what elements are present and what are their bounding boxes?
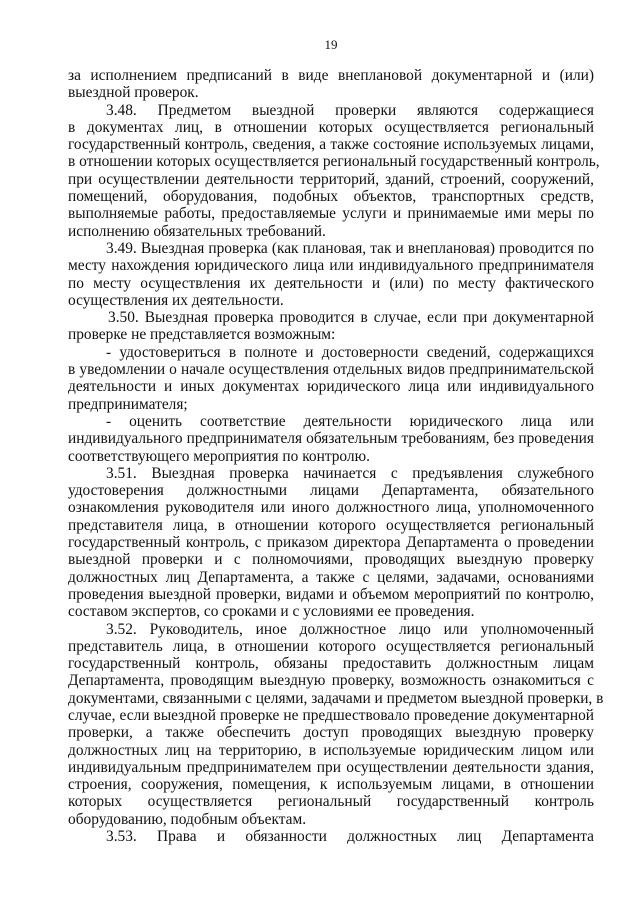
text-line: Департамента, проводящим выездную проверку, возможность ознакомиться с	[68, 672, 594, 690]
text-line: деятельности и иных документах юридического лица или индивидуального	[68, 378, 594, 396]
paragraph-3-52	[68, 620, 604, 829]
text-line: при осуществлении деятельности территорий, зданий, строений, сооружений,	[68, 170, 594, 188]
text-line: случае, если выездной проверке не предшествовало проведение документарной	[68, 706, 594, 724]
text-line: - оценить соответствие деятельности юридического лица или	[106, 412, 594, 430]
text-line: в отношении которых осуществляется региональный государственный контроль,	[68, 153, 600, 171]
text-line: удостоверения должностными лицами Департамента, обязательного	[68, 482, 594, 500]
paragraph-3-48	[68, 101, 600, 240]
text-line: составом экспертов, со сроками и с условиями ее проведения.	[68, 603, 475, 621]
text-line: осуществления их деятельности.	[68, 291, 284, 309]
page-number: 19	[324, 37, 338, 52]
paragraph-continuation	[68, 67, 594, 102]
text-line: проверке не представляется возможным:	[68, 326, 336, 344]
text-line: проверки, а также обеспечить доступ проводящих выездную проверку	[68, 724, 594, 742]
text-line: месту нахождения юридического лица или индивидуального предпринимателя	[68, 257, 594, 275]
text-line: в уведомлении о начале осуществления отдельных видов предпринимательской	[68, 361, 594, 379]
paragraph-3-50	[68, 309, 594, 344]
text-line: предпринимателя;	[68, 395, 188, 413]
text-line: выполняемые работы, предоставляемые услуги и принимаемые ими меры по	[68, 205, 594, 223]
text-line: 3.51. Выездная проверка начинается с предъявления служебного	[106, 464, 594, 482]
text-line: проведения выездной проверки, видами и объемом мероприятий по контролю,	[68, 585, 594, 603]
text-line: ознакомления руководителя или иного должностного лица, уполномоченного	[68, 499, 594, 517]
text-line: 3.49. Выездная проверка (как плановая, так и внеплановая) проводится по	[106, 239, 594, 257]
text-line: - удостовериться в полноте и достоверности сведений, содержащихся	[106, 343, 594, 361]
text-line: 3.53. Права и обязанности должностных лиц Департамента	[106, 828, 594, 846]
text-line: оборудованию, подобным объектам.	[68, 810, 307, 828]
text-line: 3.52. Руководитель, иное должностное лицо или уполномоченный	[106, 620, 594, 638]
paragraph-3-49	[68, 240, 594, 309]
text-line: выездной проверок.	[68, 84, 199, 102]
text-line: государственный контроль, с приказом директора Департамента о проведении	[68, 534, 594, 552]
paragraph-3-51	[68, 465, 594, 621]
paragraph-3-50-bullet-1	[68, 344, 594, 413]
paragraph-3-53	[68, 828, 594, 845]
text-line: по месту осуществления их деятельности и (или) по месту фактического	[68, 274, 594, 292]
text-line: государственный контроль, сведения, а также состояние используемых лицами,	[68, 136, 594, 154]
text-line: должностных лиц на территорию, в используемые юридическим лицом или	[68, 741, 594, 759]
text-line: государственный контроль, обязаны предоставить должностным лицам	[68, 655, 594, 673]
text-line: за исполнением предписаний в виде внеплановой документарной и (или)	[68, 67, 594, 84]
text-line: помещений, оборудования, подобных объектов, транспортных средств,	[68, 188, 594, 206]
text-line: которых осуществляется региональный государственный контроль	[68, 793, 594, 811]
text-line: должностных лиц Департамента, а также с целями, задачами, основаниями	[68, 568, 594, 586]
text-line: представителя лица, в отношении которого осуществляется региональный	[68, 516, 594, 534]
text-line: строения, сооружения, помещения, к используемым лицами, в отношении	[68, 776, 594, 794]
text-line: 3.48. Предметом выездной проверки являются содержащиеся	[106, 101, 594, 119]
text-line: индивидуального предпринимателя обязательным требованиям, без проведения	[68, 430, 594, 448]
paragraph-3-50-bullet-2	[68, 413, 594, 465]
text-line: в документах лиц, в отношении которых осуществляется региональный	[68, 118, 594, 136]
text-line: выездной проверки и с полномочиями, проводящих выездную проверку	[68, 551, 594, 569]
text-line: исполнению обязательных требований.	[68, 222, 326, 240]
text-line: представитель лица, в отношении которого осуществляется региональный	[68, 637, 594, 655]
text-line: соответствующего мероприятия по контролю.	[68, 447, 370, 465]
text-line: 3.50. Выездная проверка проводится в случае, если при документарной	[108, 309, 594, 327]
text-line: индивидуальным предпринимателем при осуществлении деятельности здания,	[68, 758, 594, 776]
text-line: документами, связанными с целями, задачами и предметом выездной проверки, в	[68, 689, 604, 707]
